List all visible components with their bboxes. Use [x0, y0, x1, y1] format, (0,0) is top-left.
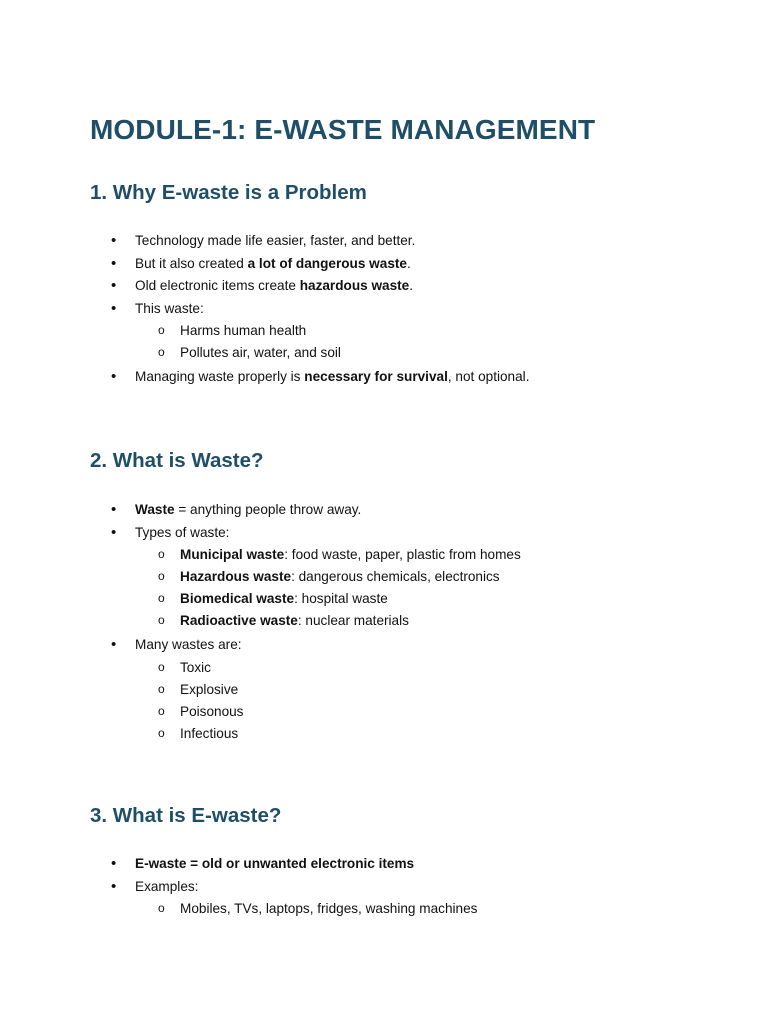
section-1-heading: 1. Why E-waste is a Problem [90, 181, 367, 204]
list-item: • E-waste = old or unwanted electronic items [0, 853, 477, 876]
section-2-list [0, 499, 521, 745]
list-item: • Technology made life easier, faster, and better. [0, 230, 529, 253]
sub-list-item: o Municipal waste: food waste, paper, plastic from homes [0, 544, 521, 566]
sub-list [135, 320, 529, 364]
list-item: • Many wastes are: o Toxic o Explosive o Poisonous o Infectious [0, 634, 521, 745]
sub-list-item: o Mobiles, TVs, laptops, fridges, washing machines [0, 898, 477, 920]
sub-list-item: o Toxic [0, 657, 521, 679]
section-2-heading: 2. What is Waste? [90, 449, 264, 472]
section-3-list [0, 853, 477, 920]
section-3-heading: 3. What is E-waste? [90, 804, 282, 827]
sub-list-item: o Pollutes air, water, and soil [0, 342, 529, 364]
sub-list-item: o Infectious [0, 723, 521, 745]
sub-list [135, 657, 521, 745]
list-item: • This waste: o Harms human health o Pollutes air, water, and soil [0, 298, 529, 365]
sub-list-item: o Radioactive waste: nuclear materials [0, 610, 521, 632]
section-1-list [0, 230, 529, 389]
list-item: • Types of waste: o Municipal waste: food waste, paper, plastic from homes o Hazardous waste: dangerous chemicals, electronics o Biomedical waste: hospital waste o Radioactive waste: nuclear materials [0, 522, 521, 633]
sub-list-item: o Biomedical waste: hospital waste [0, 588, 521, 610]
sub-list [135, 544, 521, 632]
sub-list-item: o Harms human health [0, 320, 529, 342]
sub-list-item: o Hazardous waste: dangerous chemicals, electronics [0, 566, 521, 588]
list-item: • Examples: o Mobiles, TVs, laptops, fridges, washing machines [0, 876, 477, 921]
sub-list [135, 898, 477, 920]
page-title: MODULE-1: E-WASTE MANAGEMENT [90, 114, 596, 145]
sub-list-item: o Poisonous [0, 701, 521, 723]
list-item: • Managing waste properly is necessary for survival, not optional. [0, 366, 529, 389]
list-item: • Waste = anything people throw away. [0, 499, 521, 522]
sub-list-item: o Explosive [0, 679, 521, 701]
list-item: • But it also created a lot of dangerous waste. [0, 253, 529, 276]
list-item: • Old electronic items create hazardous waste. [0, 275, 529, 298]
